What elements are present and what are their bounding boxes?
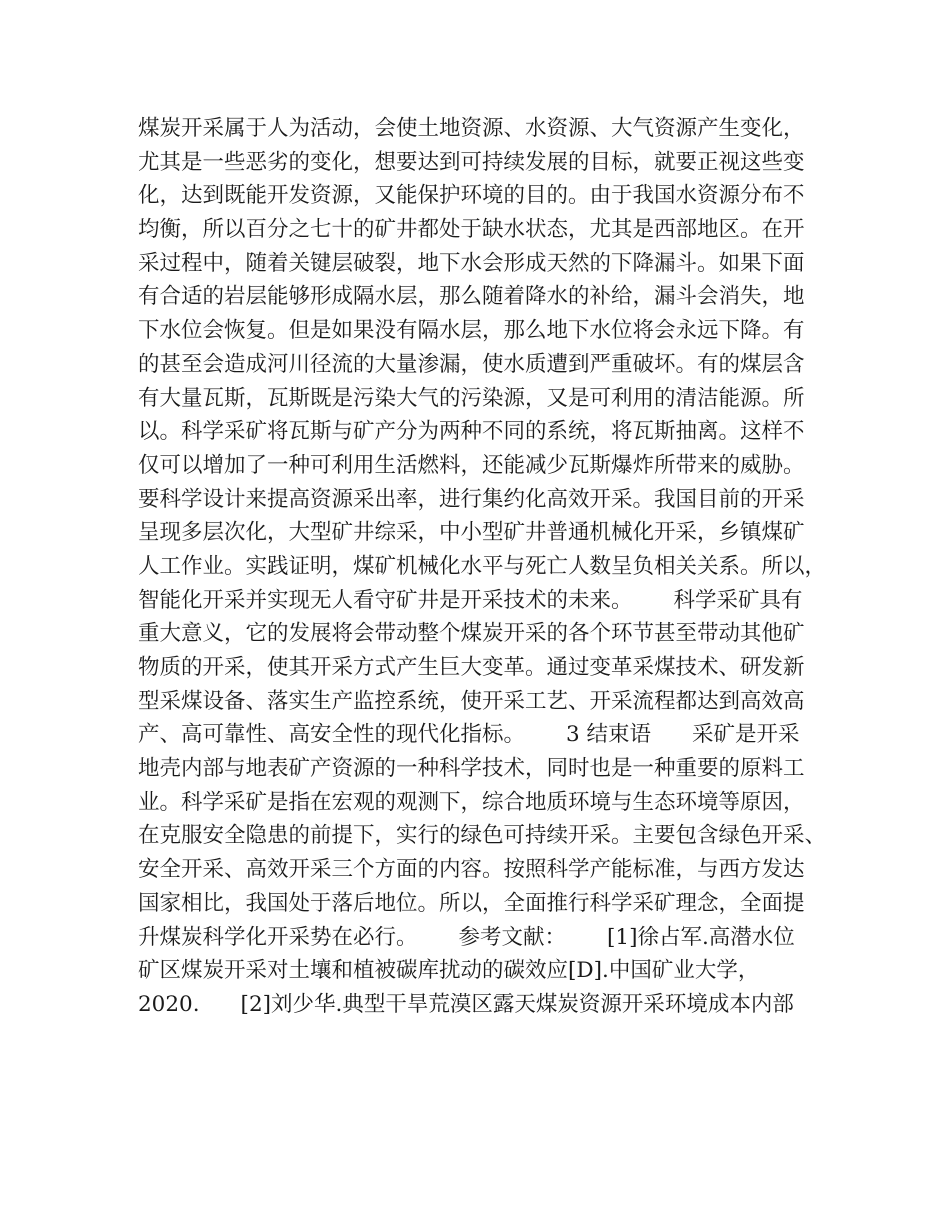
text-line: 国家相比，我国处于落后地位。所以，全面推行科学采矿理念，全面提 xyxy=(138,890,805,916)
text-line: 安全开采、高效开采三个方面的内容。按照科学产能标准，与西方发达 xyxy=(138,857,805,883)
text-line: 仅可以增加了一种可利用生活燃料，还能减少瓦斯爆炸所带来的威胁。 xyxy=(138,452,805,478)
text-line: 重大意义，它的发展将会带动整个煤炭开采的各个环节甚至带动其他矿 xyxy=(138,621,805,647)
body-text xyxy=(138,112,828,1022)
text-line: 要科学设计来提高资源采出率，进行集约化高效开采。我国目前的开采 xyxy=(138,486,805,512)
text-line: 有大量瓦斯，瓦斯既是污染大气的污染源，又是可利用的清洁能源。所 xyxy=(138,385,805,411)
text-line: 2020. [2]刘少华.典型干旱荒漠区露天煤炭资源开采环境成本内部 xyxy=(138,991,794,1017)
text-line: 型采煤设备、落实生产监控系统，使开采工艺、开采流程都达到高效高 xyxy=(138,688,805,714)
text-line: 业。科学采矿是指在宏观的观测下，综合地质环境与生态环境等原因， xyxy=(138,789,805,815)
text-line: 矿区煤炭开采对土壤和植被碳库扰动的碳效应[D].中国矿业大学， xyxy=(138,958,760,984)
text-line: 下水位会恢复。但是如果没有隔水层，那么地下水位将会永远下降。有 xyxy=(138,318,805,344)
text-line: 地壳内部与地表矿产资源的一种科学技术，同时也是一种重要的原料工 xyxy=(138,756,805,782)
text-line: 煤炭开采属于人为活动，会使土地资源、水资源、大气资源产生变化， xyxy=(138,116,805,141)
text-line: 以。科学采矿将瓦斯与矿产分为两种不同的系统，将瓦斯抽离。这样不 xyxy=(138,419,805,445)
text-line: 化，达到既能开发资源，又能保护环境的目的。由于我国水资源分布不 xyxy=(138,183,805,209)
text-line: 呈现多层次化，大型矿井综采，中小型矿井普通机械化开采，乡镇煤矿 xyxy=(138,520,805,546)
text-line: 在克服安全隐患的前提下，实行的绿色可持续开采。主要包含绿色开采、 xyxy=(138,823,827,849)
text-line: 智能化开采并实现无人看守矿井是开采技术的未来。 科学采矿具有 xyxy=(138,587,803,613)
text-line: 产、高可靠性、高安全性的现代化指标。 3 结束语 采矿是开采 xyxy=(138,722,800,748)
text-line: 采过程中，随着关键层破裂，地下水会形成天然的下降漏斗。如果下面 xyxy=(138,250,805,276)
text-line: 物质的开采，使其开采方式产生巨大变革。通过变革采煤技术、研发新 xyxy=(138,655,805,680)
text-line: 的甚至会造成河川径流的大量渗漏，使水质遭到严重破坏。有的煤层含 xyxy=(138,351,805,377)
text-line: 尤其是一些恶劣的变化，想要达到可持续发展的目标，就要正视这些变 xyxy=(138,149,805,175)
text-line: 升煤炭科学化开采势在必行。 参考文献： [1]徐占军.高潜水位 xyxy=(138,924,795,950)
text-line: 均衡，所以百分之七十的矿井都处于缺水状态，尤其是西部地区。在开 xyxy=(138,217,805,243)
text-line: 有合适的岩层能够形成隔水层，那么随着降水的补给，漏斗会消失，地 xyxy=(138,284,805,310)
text-line: 人工作业。实践证明，煤矿机械化水平与死亡人数呈负相关关系。所以， xyxy=(138,553,827,579)
